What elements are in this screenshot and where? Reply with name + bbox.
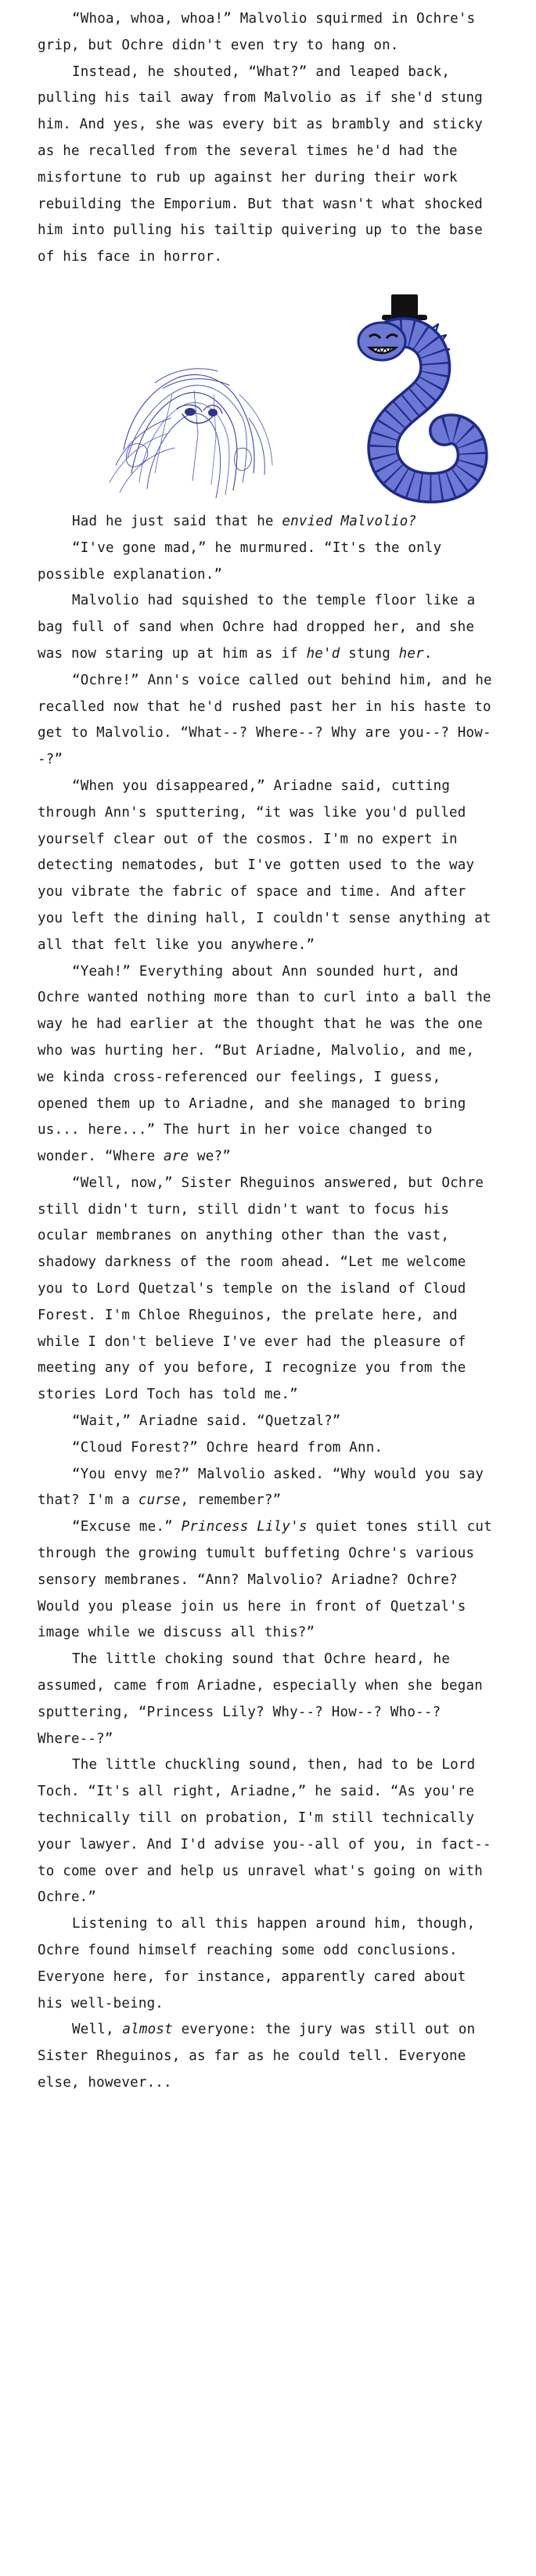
p5-text-c: . — [423, 645, 433, 662]
p3-emphasis: envied Malvolio? — [282, 513, 417, 529]
paragraph-7: “When you disappeared,” Ariadne said, cutting through Ann's sputtering, “it was like you'd pulled yourself clear out of the cosmos. I'm no expert in detecting nematodes, but I've gotten used to the way you vibrate the fabric of space and time. And after you left the dining hall, I couldn't sense anything at all that felt like you anywhere.” — [38, 777, 491, 953]
p17-text-b: everyone: the jury was still out on Sister Rheguinos, as far as he could tell. Everyone else, however... — [38, 2022, 476, 2091]
paragraph-10: “Wait,” Ariadne said. “Quetzal?” — [72, 1413, 341, 1430]
paragraph-12 — [38, 1462, 498, 1515]
paragraph-9: “Well, now,” Sister Rheguinos answered, but Ochre still didn't turn, still didn't want to focus his ocular membranes on anything other than the vast, shadowy darkness of the room ahead. “Let me welcome you to Lord Quetzal's temple on the island of Cloud Forest. I'm Chloe Rheguinos, the prelate here, and while I don't believe I've ever had the pleasure of meeting any of you before, I recognize you from the stories Lord Toch has told me.” — [38, 1174, 484, 1403]
ochre-figure — [358, 294, 473, 488]
p13-emphasis: Princess Lily's — [181, 1519, 308, 1535]
p5-text-b: stung — [340, 645, 399, 662]
illustration — [38, 277, 498, 504]
paragraph-13 — [38, 1514, 498, 1647]
p17-text-a: Well, — [72, 2022, 123, 2038]
p5-emphasis-a: he'd — [306, 645, 340, 662]
paragraph-8 — [38, 959, 498, 1171]
paragraph-15: The little chuckling sound, then, had to be Lord Toch. “It's all right, Ariadne,” he said. “As you're technically till on probation, I'm still technically your lawyer. And I'd advise you--all of you, in fact--to come over and help us unravel what's going on with Ochre.” — [38, 1757, 491, 1906]
p17-emphasis: almost — [122, 2022, 173, 2038]
p8-emphasis: are — [164, 1149, 189, 1165]
p13-text-a: “Excuse me.” — [72, 1519, 182, 1535]
malvolio-figure — [110, 369, 272, 498]
paragraph-6: “Ochre!” Ann's voice called out behind him, and he recalled now that he'd rushed past her in his haste to get to Malvolio. “What--? Where--? Why are you--? How--?” — [38, 672, 492, 768]
p3-text: Had he just said that he — [72, 513, 282, 529]
paragraph-14: The little choking sound that Ochre heard, he assumed, came from Ariadne, especially when she began sputtering, “Princess Lily? Why--? How--? Who--? Where--?” — [38, 1651, 484, 1747]
paragraph-16: Listening to all this happen around him, though, Ochre found himself reaching some odd conclusions. Everyone here, for instance, apparently cared about his well-being. — [38, 1916, 476, 2011]
p13-text-b: quiet tones still cut through the growing tumult buffeting Ochre's various sensory membranes. “Ann? Malvolio? Ariadne? Ochre? Would you please join us here in front of Quetzal's image while we discuss all this?” — [38, 1519, 492, 1641]
p5-text-a: Malvolio had squished to the temple floor like a bag full of sand when Ochre had dropped her, and she was now staring up at him as if — [38, 593, 476, 662]
p12-text-a: “You envy me?” Malvolio asked. “Why would you say that? I'm a — [38, 1466, 484, 1509]
illustration-drawing — [38, 277, 498, 504]
paragraph-1: “Whoa, whoa, whoa!” Malvolio squirmed in Ochre's grip, but Ochre didn't even try to hang on. — [38, 11, 476, 53]
p12-emphasis: curse — [138, 1492, 181, 1509]
paragraph-17 — [38, 2017, 498, 2096]
paragraph-4: “I've gone mad,” he murmured. “It's the only possible explanation.” — [38, 539, 442, 583]
paragraph-2: Instead, he shouted, “What?” and leaped back, pulling his tail away from Malvolio as if she'd stung him. And yes, she was every bit as brambly and sticky as he recalled from the several times he'd had the misfortune to rub up against her during their work rebuilding the Emporium. But that wasn't what shocked him into pulling his tailtip quivering up to the base of his face in horror. — [38, 63, 484, 265]
paragraph-3 — [38, 509, 498, 536]
paragraph-11: “Cloud Forest?” Ochre heard from Ann. — [72, 1439, 383, 1456]
paragraph-5 — [38, 588, 498, 667]
p8-text-b: we?” — [189, 1149, 231, 1165]
p8-text-a: “Yeah!” Everything about Ann sounded hurt, and Ochre wanted nothing more than to curl into a ball the way he had earlier at the thought that he was the one who was hurting her. “But Ariadne, Malvolio, and me, we kinda cross-referenced our feelings, I guess, opened them up to Ariadne, and she managed to bring us... here...” The hurt in her voice changed to wonder. “Where — [38, 963, 491, 1165]
p12-text-b: , remember?” — [180, 1492, 282, 1509]
p5-emphasis-b: her — [398, 645, 424, 662]
